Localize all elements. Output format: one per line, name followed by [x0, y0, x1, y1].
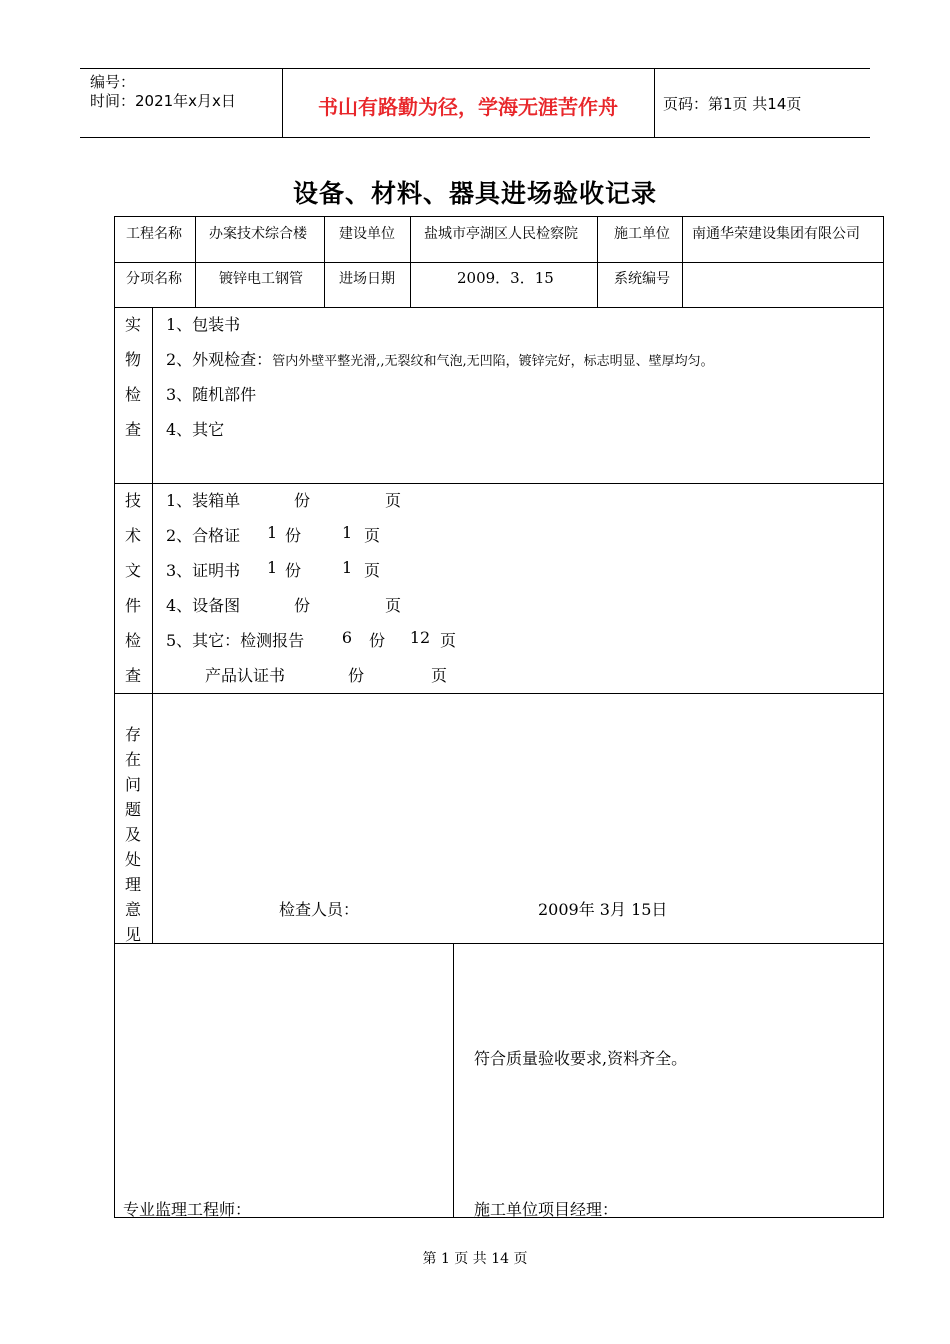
- physical-item-other: 4、其它: [166, 420, 225, 439]
- project-name-label: 工程名称: [126, 226, 182, 242]
- project-manager-label: 施工单位项目经理：: [474, 1200, 619, 1219]
- issues-label: 存 在 问 题 及 处 理 意 见: [124, 725, 141, 944]
- technical-docs-label: 技 术 文 件 检 查: [124, 491, 141, 685]
- header-page-number: 页码：第1页 共14页: [663, 95, 802, 113]
- arrival-date-value: 2009．3．15: [457, 269, 554, 287]
- signoff-divider: [453, 943, 454, 1217]
- document-date-label: 时间：2021年x月x日: [90, 92, 236, 110]
- column-divider: [597, 217, 598, 307]
- owner-value: 盐城市亭湖区人民检察院: [424, 226, 578, 242]
- inspector-label: 检查人员：: [279, 900, 360, 919]
- header-motto: 书山有路勤为径，学海无涯苦作舟: [318, 95, 618, 119]
- document-number-label: 编号：: [90, 73, 136, 91]
- item-name-value: 镀锌电工钢管: [219, 271, 303, 287]
- inspection-form-table: 工程名称 办案技术综合楼 建设单位 盐城市亭湖区人民检察院 施工单位 南通华荣建设集团有限公司 分项名称 镀锌电工钢管 进场日期 2009．3．15 系统编号 实 物 检 查 1、包装书 2、外观检查：管内外壁平整光滑,,无裂纹和气泡,无凹陷，镀锌完好，标志明显、壁厚均匀。 3、随机部件 4、其它 技 术 文 件 检 查 1、装箱单 份 页 2、合格证 1 份 1 页 3、证明书 1 份 1 页 4、设备图 份 页 5、其它：检测报告 6 份 12 页 产品认证书 份 页 存 在 问 题 及 处 理 意 见 检查人员： 2009年 3月 15日 专业监理工程师： 符合质量验收要求,资料齐全。 施工单位项目经理：: [114, 216, 884, 1218]
- column-divider: [410, 217, 411, 307]
- appearance-detail: 管内外壁平整光滑,,无裂纹和气泡,无凹陷，镀锌完好，标志明显、壁厚均匀。: [272, 354, 714, 369]
- project-name-value: 办案技术综合楼: [209, 226, 307, 242]
- header-meta-cell: [80, 69, 283, 137]
- row-divider: [115, 693, 883, 694]
- page-header: [80, 68, 870, 138]
- contractor-value: 南通华荣建设集团有限公司: [692, 226, 860, 242]
- arrival-date-label: 进场日期: [339, 271, 395, 287]
- owner-label: 建设单位: [339, 226, 395, 242]
- row-divider: [115, 943, 883, 944]
- physical-inspection-label: 实 物 检 查: [124, 315, 141, 439]
- column-divider: [195, 217, 196, 307]
- row-divider: [115, 262, 883, 263]
- contractor-label: 施工单位: [614, 226, 670, 242]
- column-divider: [682, 217, 683, 307]
- acceptance-conclusion: 符合质量验收要求,资料齐全。: [474, 1049, 688, 1068]
- header-motto-cell: [282, 69, 655, 137]
- page-footer: 第 1 页 共 14 页: [422, 1251, 528, 1267]
- inspection-date: 2009年 3月 15日: [538, 900, 668, 919]
- label-column-divider: [152, 307, 153, 943]
- physical-item-packaging: 1、包装书: [166, 315, 241, 334]
- item-name-label: 分项名称: [126, 271, 182, 287]
- system-number-label: 系统编号: [614, 271, 670, 287]
- column-divider: [324, 217, 325, 307]
- physical-item-appearance: 2、外观检查：管内外壁平整光滑,,无裂纹和气泡,无凹陷，镀锌完好，标志明显、壁厚均匀。: [166, 350, 714, 369]
- header-page-cell: [655, 69, 870, 137]
- physical-item-accessories: 3、随机部件: [166, 385, 257, 404]
- row-divider: [115, 483, 883, 484]
- form-title: 设备、材料、器具进场验收记录: [292, 179, 657, 208]
- row-divider: [115, 307, 883, 308]
- supervisor-label: 专业监理工程师：: [123, 1200, 252, 1219]
